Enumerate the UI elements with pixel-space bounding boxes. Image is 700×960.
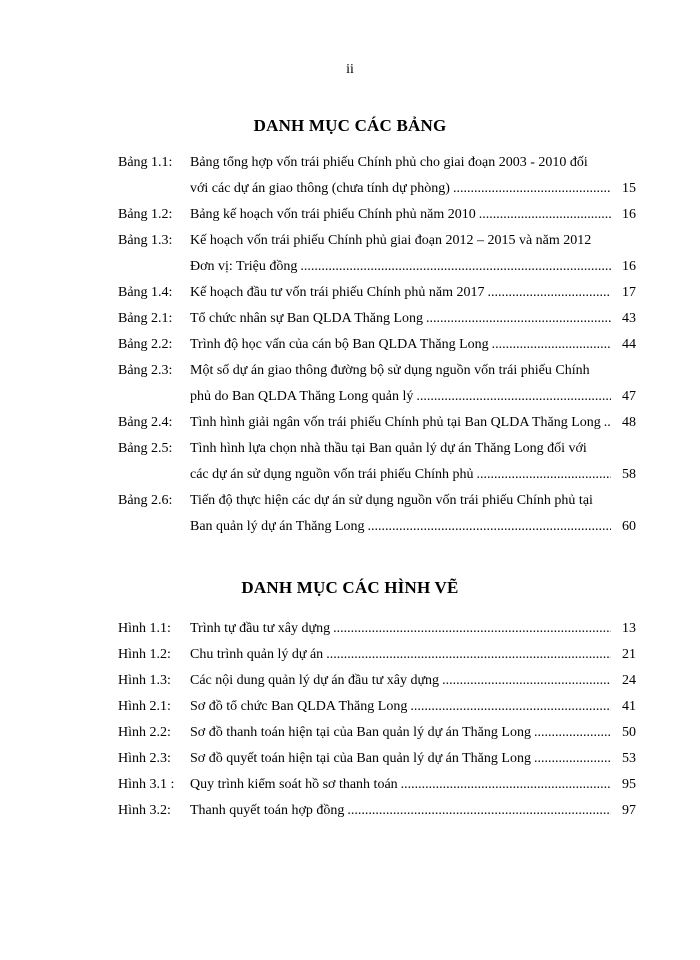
entry-title-line: Các nội dung quản lý dự án đầu tư xây dựng — [190, 673, 440, 688]
dot-leader — [534, 746, 611, 772]
entry-title-line: Kế hoạch vốn trái phiếu Chính phủ giai đoạn 2012 – 2015 và năm 2012 — [190, 233, 592, 248]
entry-title-line: Tình hình giải ngân vốn trái phiếu Chính phủ tại Ban QLDA Thăng Long — [190, 415, 601, 430]
entry-title-line: Đơn vị: Triệu đồng — [190, 259, 298, 274]
dot-leader — [416, 384, 611, 410]
tables-heading: DANH MỤC CÁC BẢNG — [253, 116, 447, 135]
table-entry[interactable] — [118, 488, 636, 540]
tables-list — [118, 150, 636, 540]
entry-title-line: Sơ đồ thanh toán hiện tại của Ban quản lý dự án Thăng Long — [190, 725, 531, 740]
figure-entry[interactable] — [118, 798, 636, 824]
entry-page-number: 58 — [622, 467, 636, 482]
entry-page-number: 17 — [622, 285, 636, 300]
dot-leader — [426, 306, 611, 332]
figures-list — [118, 616, 636, 824]
dot-leader — [476, 462, 611, 488]
table-entry[interactable] — [118, 228, 636, 280]
figure-entry[interactable] — [118, 616, 636, 642]
dot-leader — [347, 798, 611, 824]
figures-heading: DANH MỤC CÁC HÌNH VẼ — [241, 578, 459, 597]
dot-leader — [479, 202, 611, 228]
entry-page-number: 15 — [622, 181, 636, 196]
entry-title-line: với các dự án giao thông (chưa tính dự phòng) — [190, 181, 450, 196]
entry-title-line: Một số dự án giao thông đường bộ sử dụng nguồn vốn trái phiếu Chính — [190, 363, 590, 378]
entry-label: Hình 3.2: — [118, 803, 171, 818]
figure-entry[interactable] — [118, 720, 636, 746]
entry-label: Bảng 1.3: — [118, 233, 173, 248]
entry-label: Bảng 2.2: — [118, 337, 173, 352]
entry-title-line: Kế hoạch đầu tư vốn trái phiếu Chính phủ năm 2017 — [190, 285, 485, 300]
entry-label: Bảng 1.1: — [118, 155, 173, 170]
table-entry[interactable] — [118, 150, 636, 202]
table-entry[interactable] — [118, 202, 636, 228]
entry-label: Bảng 1.4: — [118, 285, 173, 300]
dot-leader — [333, 616, 611, 642]
figure-entry[interactable] — [118, 642, 636, 668]
entry-label: Hình 1.3: — [118, 673, 171, 688]
entry-page-number: 48 — [622, 415, 636, 430]
entry-label: Bảng 2.5: — [118, 441, 173, 456]
dot-leader — [442, 668, 611, 694]
entry-title-line: Bảng tổng hợp vốn trái phiếu Chính phủ cho giai đoạn 2003 - 2010 đối — [190, 155, 588, 170]
page-number: ii — [346, 62, 354, 77]
table-entry[interactable] — [118, 410, 636, 436]
entry-title-line: Chu trình quản lý dự án — [190, 647, 324, 662]
entry-page-number: 60 — [622, 519, 636, 534]
entry-page-number: 13 — [622, 621, 636, 636]
dot-leader — [492, 332, 611, 358]
figure-entry[interactable] — [118, 668, 636, 694]
entry-page-number: 47 — [622, 389, 636, 404]
table-entry[interactable] — [118, 358, 636, 410]
dot-leader — [368, 514, 611, 540]
entry-title-line: Tình hình lựa chọn nhà thầu tại Ban quản lý dự án Thăng Long đối với — [190, 441, 587, 456]
entry-page-number: 16 — [622, 259, 636, 274]
entry-page-number: 41 — [622, 699, 636, 714]
entry-title-line: các dự án sử dụng nguồn vốn trái phiếu Chính phủ — [190, 467, 474, 482]
entry-page-number: 50 — [622, 725, 636, 740]
entry-title-line: phủ do Ban QLDA Thăng Long quản lý — [190, 389, 414, 404]
dot-leader — [534, 720, 611, 746]
entry-title-line: Trình tự đầu tư xây dựng — [190, 621, 331, 636]
dot-leader — [604, 410, 611, 436]
entry-label: Hình 2.3: — [118, 751, 171, 766]
entry-title-line: Tổ chức nhân sự Ban QLDA Thăng Long — [190, 311, 424, 326]
entry-label: Bảng 2.4: — [118, 415, 173, 430]
entry-title-line: Trình độ học vấn của cán bộ Ban QLDA Thăng Long — [190, 337, 489, 352]
entry-label: Bảng 2.1: — [118, 311, 173, 326]
entry-title-line: Thanh quyết toán hợp đồng — [190, 803, 345, 818]
entry-page-number: 24 — [622, 673, 636, 688]
table-entry[interactable] — [118, 436, 636, 488]
table-entry[interactable] — [118, 332, 636, 358]
entry-title-line: Sơ đồ tổ chức Ban QLDA Thăng Long — [190, 699, 408, 714]
figure-entry[interactable] — [118, 694, 636, 720]
dot-leader — [453, 176, 611, 202]
dot-leader — [326, 642, 611, 668]
entry-page-number: 21 — [622, 647, 636, 662]
table-entry[interactable] — [118, 306, 636, 332]
entry-page-number: 43 — [622, 311, 636, 326]
entry-title-line: Bảng kế hoạch vốn trái phiếu Chính phủ năm 2010 — [190, 207, 476, 222]
entry-label: Bảng 2.6: — [118, 493, 173, 508]
figure-entry[interactable] — [118, 772, 636, 798]
entry-page-number: 16 — [622, 207, 636, 222]
dot-leader — [410, 694, 611, 720]
entry-title-line: Tiến độ thực hiện các dự án sử dụng nguồn vốn trái phiếu Chính phủ tại — [190, 493, 593, 508]
entry-title-line: Ban quản lý dự án Thăng Long — [190, 519, 365, 534]
entry-page-number: 44 — [622, 337, 636, 352]
entry-title-line: Quy trình kiểm soát hồ sơ thanh toán — [190, 777, 398, 792]
table-entry[interactable] — [118, 280, 636, 306]
entry-label: Hình 1.1: — [118, 621, 171, 636]
entry-title-line: Sơ đồ quyết toán hiện tại của Ban quản lý dự án Thăng Long — [190, 751, 531, 766]
dot-leader — [401, 772, 611, 798]
entry-label: Hình 3.1 : — [118, 777, 175, 792]
entry-label: Hình 1.2: — [118, 647, 171, 662]
entry-label: Bảng 2.3: — [118, 363, 173, 378]
entry-page-number: 97 — [622, 803, 636, 818]
figure-entry[interactable] — [118, 746, 636, 772]
dot-leader — [300, 254, 611, 280]
entry-page-number: 95 — [622, 777, 636, 792]
entry-page-number: 53 — [622, 751, 636, 766]
entry-label: Hình 2.1: — [118, 699, 171, 714]
entry-label: Bảng 1.2: — [118, 207, 173, 222]
entry-label: Hình 2.2: — [118, 725, 171, 740]
dot-leader — [488, 280, 611, 306]
